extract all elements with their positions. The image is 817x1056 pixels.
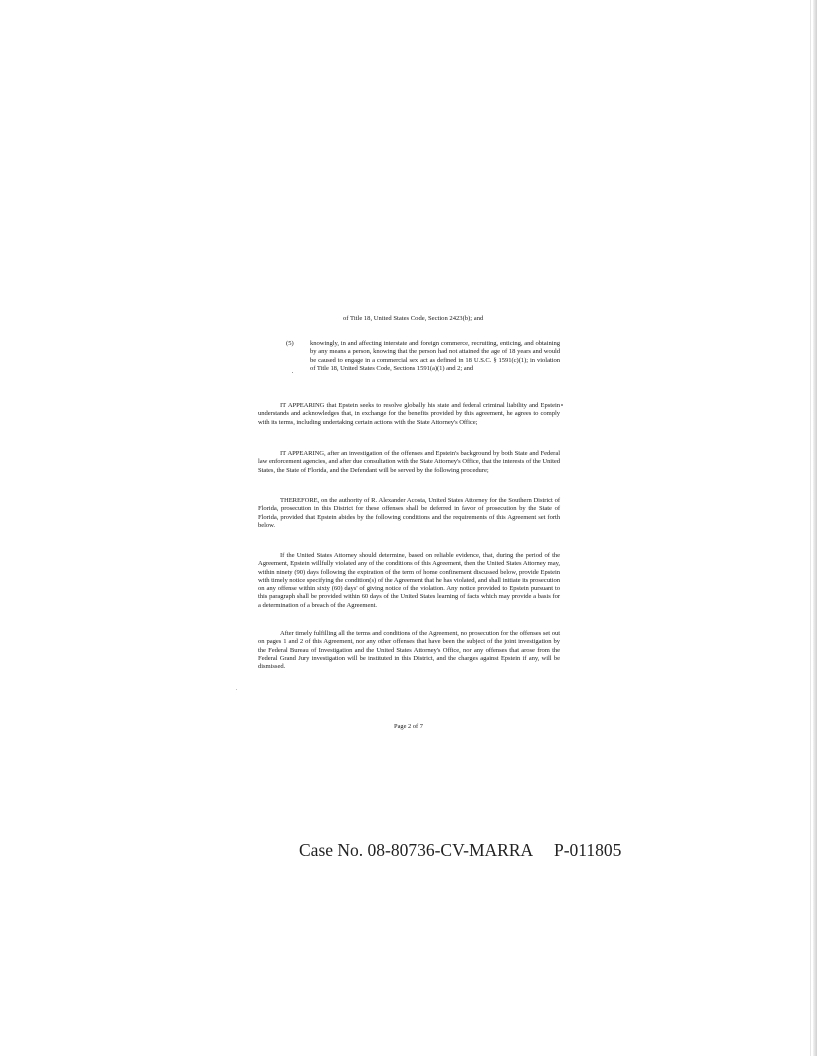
bates-number-stamp: P-011805 bbox=[554, 840, 622, 860]
paragraph-text: After timely fulfilling all the terms and conditions of the Agreement, no prosecution for the offenses set out on pages 1 and 2 of this Agreement, nor any other offenses that have been the subject of the joint investigation by the Federal Bureau of Investigation and the United States Attorney's Office, nor any offenses that arose from the Federal Grand Jury investigation will be instituted in this District, and the charges against Epstein if any, will be dismissed. bbox=[258, 630, 560, 671]
paragraph-no-prosecution bbox=[258, 630, 560, 671]
paragraph-text: IT APPEARING, after an investigation of the offenses and Epstein's background by both State and Federal law enforcement agencies, and after due consultation with the State Attorney's Office, that the interests of the United States, the State of Florida, and the Defendant will be served by the following procedure; bbox=[258, 450, 560, 474]
page-number: Page 2 of 7 bbox=[394, 723, 423, 730]
list-item-number: (5) bbox=[286, 340, 294, 347]
scan-speck bbox=[292, 372, 293, 373]
paragraph-text: THEREFORE, on the authority of R. Alexander Acosta, United States Attorney for the Southern District of Florida, prosecution in this District for these offenses shall be deferred in favor of prosecution by the State of Florida, provided that Epstein abides by the following conditions and the requirements of this Agreement set forth below. bbox=[258, 497, 560, 529]
paragraph-resolve-globally bbox=[258, 402, 560, 427]
paragraph-text: If the United States Attorney should determine, based on reliable evidence, that, during the period of the Agreement, Epstein willfully violated any of the conditions of this Agreement, then the United States Attorney may, within ninety (90) days following the expiration of the term of home confinement discussed below, provide Epstein with timely notice specifying the condition(s) of the Agreement that he has violated, and shall initiate its prosecution on any offense within sixty (60) days' of giving notice of the violation. Any notice provided to Epstein pursuant to this paragraph shall be provided within 60 days of the United States learning of facts which may provide a basis for a determination of a breach of the Agreement. bbox=[258, 552, 560, 609]
scan-speck bbox=[236, 689, 237, 690]
scan-speck bbox=[561, 404, 563, 406]
paragraph-investigation bbox=[258, 450, 560, 475]
paragraph-therefore bbox=[258, 497, 560, 530]
paragraph-text: IT APPEARING that Epstein seeks to resolve globally his state and federal criminal liability and Epstein understands and acknowledges that, in exchange for the benefits provided by this agreement, he agrees to comply with its terms, including undertaking certain actions with the State Attorney's Office; bbox=[258, 402, 560, 426]
case-number-stamp: Case No. 08-80736-CV-MARRA bbox=[299, 840, 534, 860]
paragraph-violation-notice bbox=[258, 552, 560, 610]
list-item-text: knowingly, in and affecting interstate and foreign commerce, recruiting, enticing, and obtaining by any means a person, knowing that the person had not attained the age of 18 years and would be caused to engage in a commercial sex act as defined in 18 U.S.C. § 1591(c)(1); in violation of Title 18, United States Code, Sections 1591(a)(1) and 2; and bbox=[310, 340, 560, 372]
continuation-line: of Title 18, United States Code, Section 2423(b); and bbox=[343, 315, 484, 322]
scan-edge-line bbox=[810, 0, 811, 1056]
scan-edge-shadow bbox=[813, 0, 817, 1056]
